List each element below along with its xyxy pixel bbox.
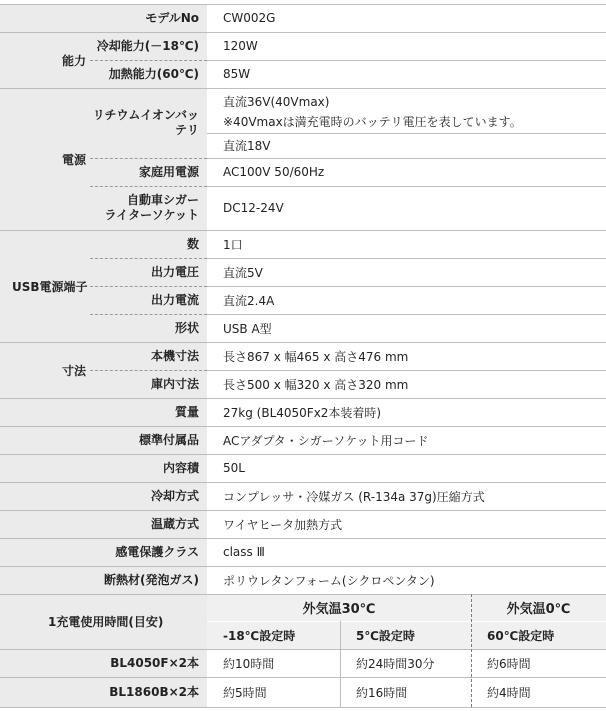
usb-shape-value: USB A型 (223, 321, 272, 336)
battery-note: ※40Vmaxは満充電時のバッテリ電圧を表しています。 (223, 115, 522, 129)
column-divider-dashed (471, 594, 472, 707)
interior-dimensions-label: 庫内寸法 (150, 376, 199, 391)
model-label: モデルNo (145, 10, 199, 25)
row-divider (0, 538, 606, 539)
model-value: CW002G (223, 11, 276, 25)
row-divider (207, 314, 606, 315)
car-socket-label-line1: 自動車シガー (126, 193, 199, 207)
row-divider (0, 342, 606, 343)
household-power-label: 家庭用電源 (138, 164, 199, 179)
usb-group-label: USB電源端子 (12, 279, 88, 294)
row-divider (0, 32, 606, 33)
shock-class-label: 感電保護クラス (115, 544, 199, 559)
usb-current-value: 直流2.4A (223, 293, 275, 308)
car-socket-label-line2: ライターソケット (104, 208, 199, 222)
cooling-method-value: コンプレッサ・冷媒ガス (R-134a 37g)圧縮方式 (223, 489, 485, 504)
battery-row-value-minus18: 約10時間 (223, 656, 275, 671)
usb-voltage-label: 出力電圧 (150, 264, 199, 279)
row-divider (207, 133, 606, 134)
row-divider-dashed (90, 258, 207, 259)
accessories-value: ACアダプタ・シガーソケット用コード (223, 433, 429, 448)
battery-row-value-5: 約24時間30分 (356, 656, 435, 671)
power-group-label: 電源 (62, 152, 87, 167)
battery-row-value-60: 約4時間 (487, 685, 531, 700)
row-divider (207, 258, 606, 259)
row-divider-dashed (90, 186, 207, 187)
insulation-label: 断熱材(発泡ガス) (104, 572, 199, 587)
setting-60-header: 60℃設定時 (487, 628, 555, 643)
row-divider-dashed (90, 314, 207, 315)
battery-row-label: BL4050F×2本 (110, 655, 199, 670)
interior-dimensions-value: 長さ500 x 幅320 x 高さ320 mm (223, 377, 409, 392)
ambient-0-header: 外気温0℃ (506, 602, 571, 617)
row-divider (0, 649, 606, 650)
capacity-group-label: 能力 (62, 53, 87, 68)
battery-row-label: BL1860B×2本 (109, 684, 199, 699)
usb-shape-label: 形状 (174, 320, 199, 335)
mass-label: 質量 (174, 404, 199, 419)
heating-method-value: ワイヤヒータ加熱方式 (223, 517, 343, 532)
heating-capacity-value: 85W (223, 67, 251, 81)
row-divider (0, 482, 606, 483)
body-dimensions-value: 長さ867 x 幅465 x 高さ476 mm (223, 349, 409, 364)
setting-5-header: 5℃設定時 (356, 628, 415, 643)
row-divider (0, 707, 606, 708)
battery-label: リチウムイオンバッテリ (92, 108, 199, 137)
insulation-value: ポリウレタンフォーム(シクロペンタン) (223, 573, 435, 588)
cooling-method-label: 冷却方式 (150, 488, 199, 503)
dimensions-group-label: 寸法 (62, 363, 87, 378)
battery-value-18v: 直流18V (223, 139, 271, 153)
row-divider (0, 677, 606, 678)
heating-method-label: 温蔵方式 (150, 516, 199, 531)
row-divider (0, 398, 606, 399)
volume-label: 内容積 (162, 460, 199, 475)
usb-count-label: 数 (186, 236, 199, 251)
row-divider (207, 186, 606, 187)
accessories-label: 標準付属品 (138, 432, 199, 447)
row-divider (0, 230, 606, 231)
row-divider (0, 566, 606, 567)
column-divider (340, 621, 341, 707)
row-divider (0, 594, 606, 595)
shock-class-value: class Ⅲ (223, 545, 265, 559)
ambient-30-header: 外気温30℃ (302, 602, 376, 617)
row-divider-dashed (90, 370, 207, 371)
row-divider (207, 370, 606, 371)
cooling-capacity-label: 冷却能力(－18℃) (96, 38, 199, 53)
battery-row-value-60: 約6時間 (487, 656, 531, 671)
row-divider (0, 454, 606, 455)
header-divider (207, 621, 606, 622)
charge-table-title: 1充電使用時間(目安) (48, 615, 164, 629)
row-divider-dashed (90, 60, 207, 61)
battery-row-value-minus18: 約5時間 (223, 685, 267, 700)
row-divider (207, 60, 606, 61)
heating-capacity-label: 加熱能力(60℃) (108, 66, 199, 81)
row-divider (0, 510, 606, 511)
usb-current-label: 出力電流 (150, 292, 199, 307)
body-dimensions-label: 本機寸法 (150, 348, 199, 363)
mass-value: 27kg (BL4050Fx2本装着時) (223, 405, 382, 420)
row-divider (207, 286, 606, 287)
row-divider (0, 4, 606, 5)
setting-minus18-header: -18℃設定時 (223, 628, 296, 643)
car-socket-label (90, 186, 207, 230)
volume-value: 50L (223, 461, 245, 475)
usb-count-value: 1口 (223, 237, 243, 252)
cooling-capacity-value: 120W (223, 39, 258, 53)
row-divider-dashed (90, 158, 207, 159)
car-socket-value: DC12-24V (223, 201, 284, 215)
row-divider-dashed (90, 286, 207, 287)
battery-value-36v: 直流36V(40Vmax) (223, 95, 330, 109)
row-divider (0, 426, 606, 427)
row-divider (0, 88, 606, 89)
household-power-value: AC100V 50/60Hz (223, 165, 325, 179)
battery-row-value-5: 約16時間 (356, 685, 408, 700)
row-divider (207, 158, 606, 159)
usb-voltage-value: 直流5V (223, 265, 263, 280)
